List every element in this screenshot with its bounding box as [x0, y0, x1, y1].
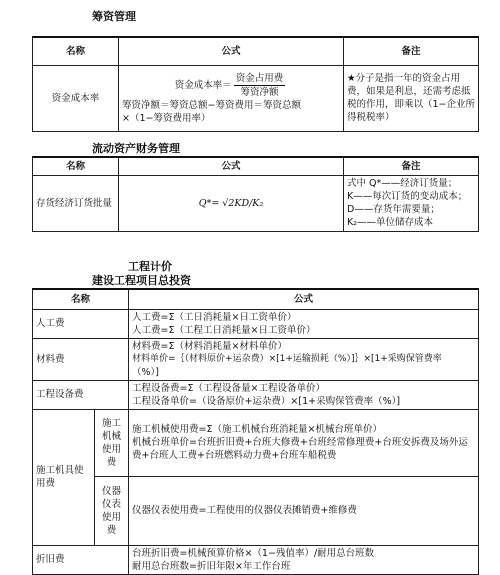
row-name: 工程设备费 — [33, 380, 129, 409]
row-formula: 材料费=Σ（材料消耗量×材料单价） 材料单价=｛（材料原价+运杂费）×[1+运输损耗（%）]｝×[1+采购保管费率 （%）] — [129, 338, 479, 380]
row-formula: 人工费=Σ（工日消耗量×日工资单价） 人工费=Σ（工程工日消耗量×日工资单价） — [129, 309, 479, 338]
table-row — [33, 175, 479, 231]
row-formula: 台班折旧费=机械预算价格×（1−残值率）/耐用总台班数 耐用总台班数=折旧年限×年工作台班 — [129, 545, 479, 574]
fraction-numerator: 资金占用费 — [235, 72, 284, 84]
table-row — [33, 338, 479, 380]
current-assets-table — [32, 156, 479, 232]
row-note: ★分子是指一年的资金占用费，如果是利息，还需考虑抵税的作用，即乘以（1−企业所得税税率） — [344, 65, 479, 131]
col-note-header: 备注 — [344, 157, 479, 175]
row-name: 材料费 — [33, 338, 129, 380]
fraction-denominator: 筹资净额 — [240, 86, 279, 98]
row-name: 折旧费 — [33, 545, 129, 574]
note-line: K——每次订货的变动成本； — [347, 191, 468, 202]
col-name-header: 名称 — [33, 37, 119, 65]
section3-subtitle: 建设工程项目总投资 — [92, 274, 191, 287]
fraction — [234, 72, 286, 99]
eoq-formula: Q*= √2KD/K₂ — [119, 175, 344, 231]
formula-prefix: 资金成本率＝ — [174, 79, 232, 91]
financing-table — [32, 36, 479, 132]
col-name-header: 名称 — [33, 157, 119, 175]
col-name-header: 名称 — [33, 289, 129, 309]
table-row — [33, 476, 479, 545]
table-row — [33, 545, 479, 574]
section3-title: 工程计价 — [128, 260, 172, 273]
col-formula-header: 公式 — [129, 289, 479, 309]
note-line: D——存货年需要量； — [347, 204, 440, 215]
table-header-row — [33, 157, 479, 175]
note-line: K₂——单位储存成本 — [347, 217, 434, 228]
row-formula: 仪器仪表使用费=工程使用的仪器仪表摊销费+维修费 — [129, 476, 479, 545]
sub-row-name: 施工机械使用费 — [95, 409, 129, 476]
section1-title: 筹资管理 — [92, 10, 136, 23]
formula-line: 筹资净额＝筹资总额−筹资费用＝筹资总额 — [122, 99, 301, 111]
formula-line: ×（1−筹资费用率） — [122, 112, 211, 124]
col-note-header: 备注 — [344, 37, 479, 65]
table-header-row — [33, 37, 479, 65]
row-note — [344, 175, 479, 231]
row-formula: 施工机械使用费=Σ（施工机械台班消耗量×机械台班单价） 机械台班单价=台班折旧费+台班大修费+台班经常修理费+台班安拆费及场外运费+台班人工费+台班燃料动力费+台班车船税费 — [129, 409, 479, 476]
row-formula: 工程设备费=Σ（工程设备量×工程设备单价） 工程设备单价=（设备原价+运杂费）×[1+采购保管费率（%）] — [129, 380, 479, 409]
row-name: 施工机具使用费 — [33, 409, 95, 545]
table-row — [33, 380, 479, 409]
project-investment-table — [32, 288, 479, 575]
sub-row-name: 仪器仪表使用费 — [95, 476, 129, 545]
col-formula-header: 公式 — [119, 37, 344, 65]
row-name: 资金成本率 — [33, 65, 119, 131]
table-header-row — [33, 289, 479, 309]
row-name: 人工费 — [33, 309, 129, 338]
table-row — [33, 409, 479, 476]
row-name: 存货经济订货批量 — [33, 175, 119, 231]
section2-title: 流动资产财务管理 — [92, 142, 180, 155]
col-formula-header: 公式 — [119, 157, 344, 175]
note-line: 式中 Q*——经济订货量； — [347, 178, 458, 189]
table-row — [33, 65, 479, 131]
table-row — [33, 309, 479, 338]
capital-cost-formula — [119, 65, 344, 131]
